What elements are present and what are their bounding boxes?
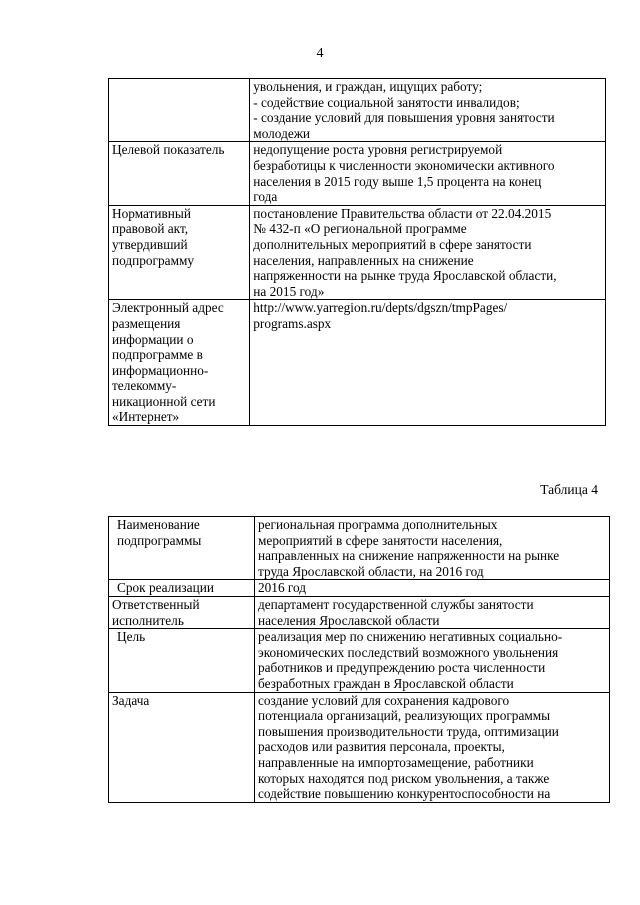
row-label	[109, 142, 250, 205]
table-row	[109, 629, 610, 692]
table-row	[109, 517, 610, 580]
label-line: размещения	[112, 315, 181, 331]
row-value	[255, 517, 610, 580]
value-line: содействие повышению конкурентоспособности на	[258, 786, 551, 802]
label-line: Электронный адрес	[112, 300, 224, 316]
value-line: недопущение роста уровня регистрируемой	[253, 142, 503, 158]
row-label	[109, 596, 255, 628]
row-value	[250, 79, 606, 142]
label-line: Цель	[117, 629, 146, 645]
table-row	[109, 580, 610, 597]
row-label	[109, 629, 255, 692]
value-line: труда Ярославской области, на 2016 год	[258, 563, 484, 579]
table-row	[109, 300, 606, 426]
value-line: создание условий для сохранения кадрового	[258, 692, 510, 708]
label-line: правовой акт,	[112, 221, 189, 237]
table-row	[109, 205, 606, 300]
value-line: № 432-п «О региональной программе	[253, 221, 467, 237]
value-line: потенциала организаций, реализующих программы	[258, 708, 551, 724]
value-line: расходов или развития персонала, проекты,	[258, 739, 505, 755]
row-label	[109, 692, 255, 802]
value-line: увольнения, и граждан, ищущих работу;	[253, 79, 483, 94]
value-line: повышения производительности труда, оптимизации	[258, 723, 559, 739]
label-line: исполнитель	[112, 612, 184, 628]
value-line: экономических последствий возможного увольнения	[258, 644, 559, 660]
table-row	[109, 692, 610, 802]
value-line: programs.aspx	[253, 315, 332, 331]
value-line: департамент государственной службы занятости	[258, 596, 534, 612]
value-line: направленных на снижение напряженности на рынке	[258, 548, 560, 564]
value-line: безработицы к численности экономически активного	[253, 157, 555, 173]
row-value	[250, 142, 606, 205]
label-line: утвердивший	[112, 236, 188, 252]
label-line: информационно-	[112, 362, 209, 378]
label-line: Нормативный	[112, 205, 191, 221]
table-row	[109, 79, 606, 142]
row-value	[255, 692, 610, 802]
value-line: постановление Правительства области от 22.04.2015	[253, 205, 552, 221]
table-row	[109, 596, 610, 628]
value-line: безработных граждан в Ярославской области	[258, 675, 514, 691]
value-line: года	[253, 189, 278, 205]
row-label	[109, 79, 250, 142]
value-line: на 2015 год»	[253, 283, 325, 299]
value-line: направленные на импортозамещение, работники	[258, 754, 534, 770]
value-line: населения, направленных на снижение	[253, 252, 474, 268]
value-line: населения в 2015 году выше 1,5 процента на конец	[253, 173, 542, 189]
value-line: дополнительных мероприятий в сфере занятости	[253, 236, 532, 252]
row-label	[109, 580, 255, 597]
row-label	[109, 205, 250, 300]
value-line: региональная программа дополнительных	[258, 517, 498, 532]
value-line: мероприятий в сфере занятости населения,	[258, 532, 503, 548]
label-line: подпрограмму	[112, 252, 195, 268]
label-line: никационной сети	[112, 393, 216, 409]
label-line: телекомму-	[112, 378, 177, 394]
row-value	[255, 580, 610, 597]
value-line: - создание условий для повышения уровня занятости	[253, 110, 555, 126]
value-line: молодежи	[253, 125, 311, 141]
label-line: подпрограммы	[117, 532, 202, 548]
label-line: Срок реализации	[117, 580, 214, 596]
row-value	[255, 596, 610, 628]
value-line: - содействие социальной занятости инвалидов;	[253, 94, 520, 110]
value-line: населения Ярославской области	[258, 612, 440, 628]
value-line: напряженности на рынке труда Ярославской области,	[253, 268, 557, 284]
label-line: «Интернет»	[112, 409, 180, 425]
label-line: информации о	[112, 331, 194, 347]
label-line: Целевой показатель	[112, 142, 225, 158]
table-row	[109, 142, 606, 205]
row-value	[255, 629, 610, 692]
label-line: Наименование	[117, 517, 200, 532]
value-line: 2016 год	[258, 580, 307, 596]
table-caption: Таблица 4	[540, 482, 598, 497]
value-line: которых находятся под риском увольнения, а также	[258, 770, 550, 786]
value-line: реализация мер по снижению негативных социально-	[258, 629, 563, 645]
row-label	[109, 300, 250, 426]
page-number: 4	[316, 46, 324, 61]
passport-table-continued	[108, 78, 606, 426]
subprogram-passport-table	[108, 516, 610, 803]
label-line: Задача	[112, 692, 150, 708]
row-label	[109, 517, 255, 580]
value-line: http://www.yarregion.ru/depts/dgszn/tmpPages/	[253, 300, 508, 316]
label-line: подпрограмме в	[112, 347, 203, 363]
row-value	[250, 205, 606, 300]
label-line: Ответственный	[112, 596, 200, 612]
row-value	[250, 300, 606, 426]
value-line: работников и предупреждению роста численности	[258, 660, 546, 676]
